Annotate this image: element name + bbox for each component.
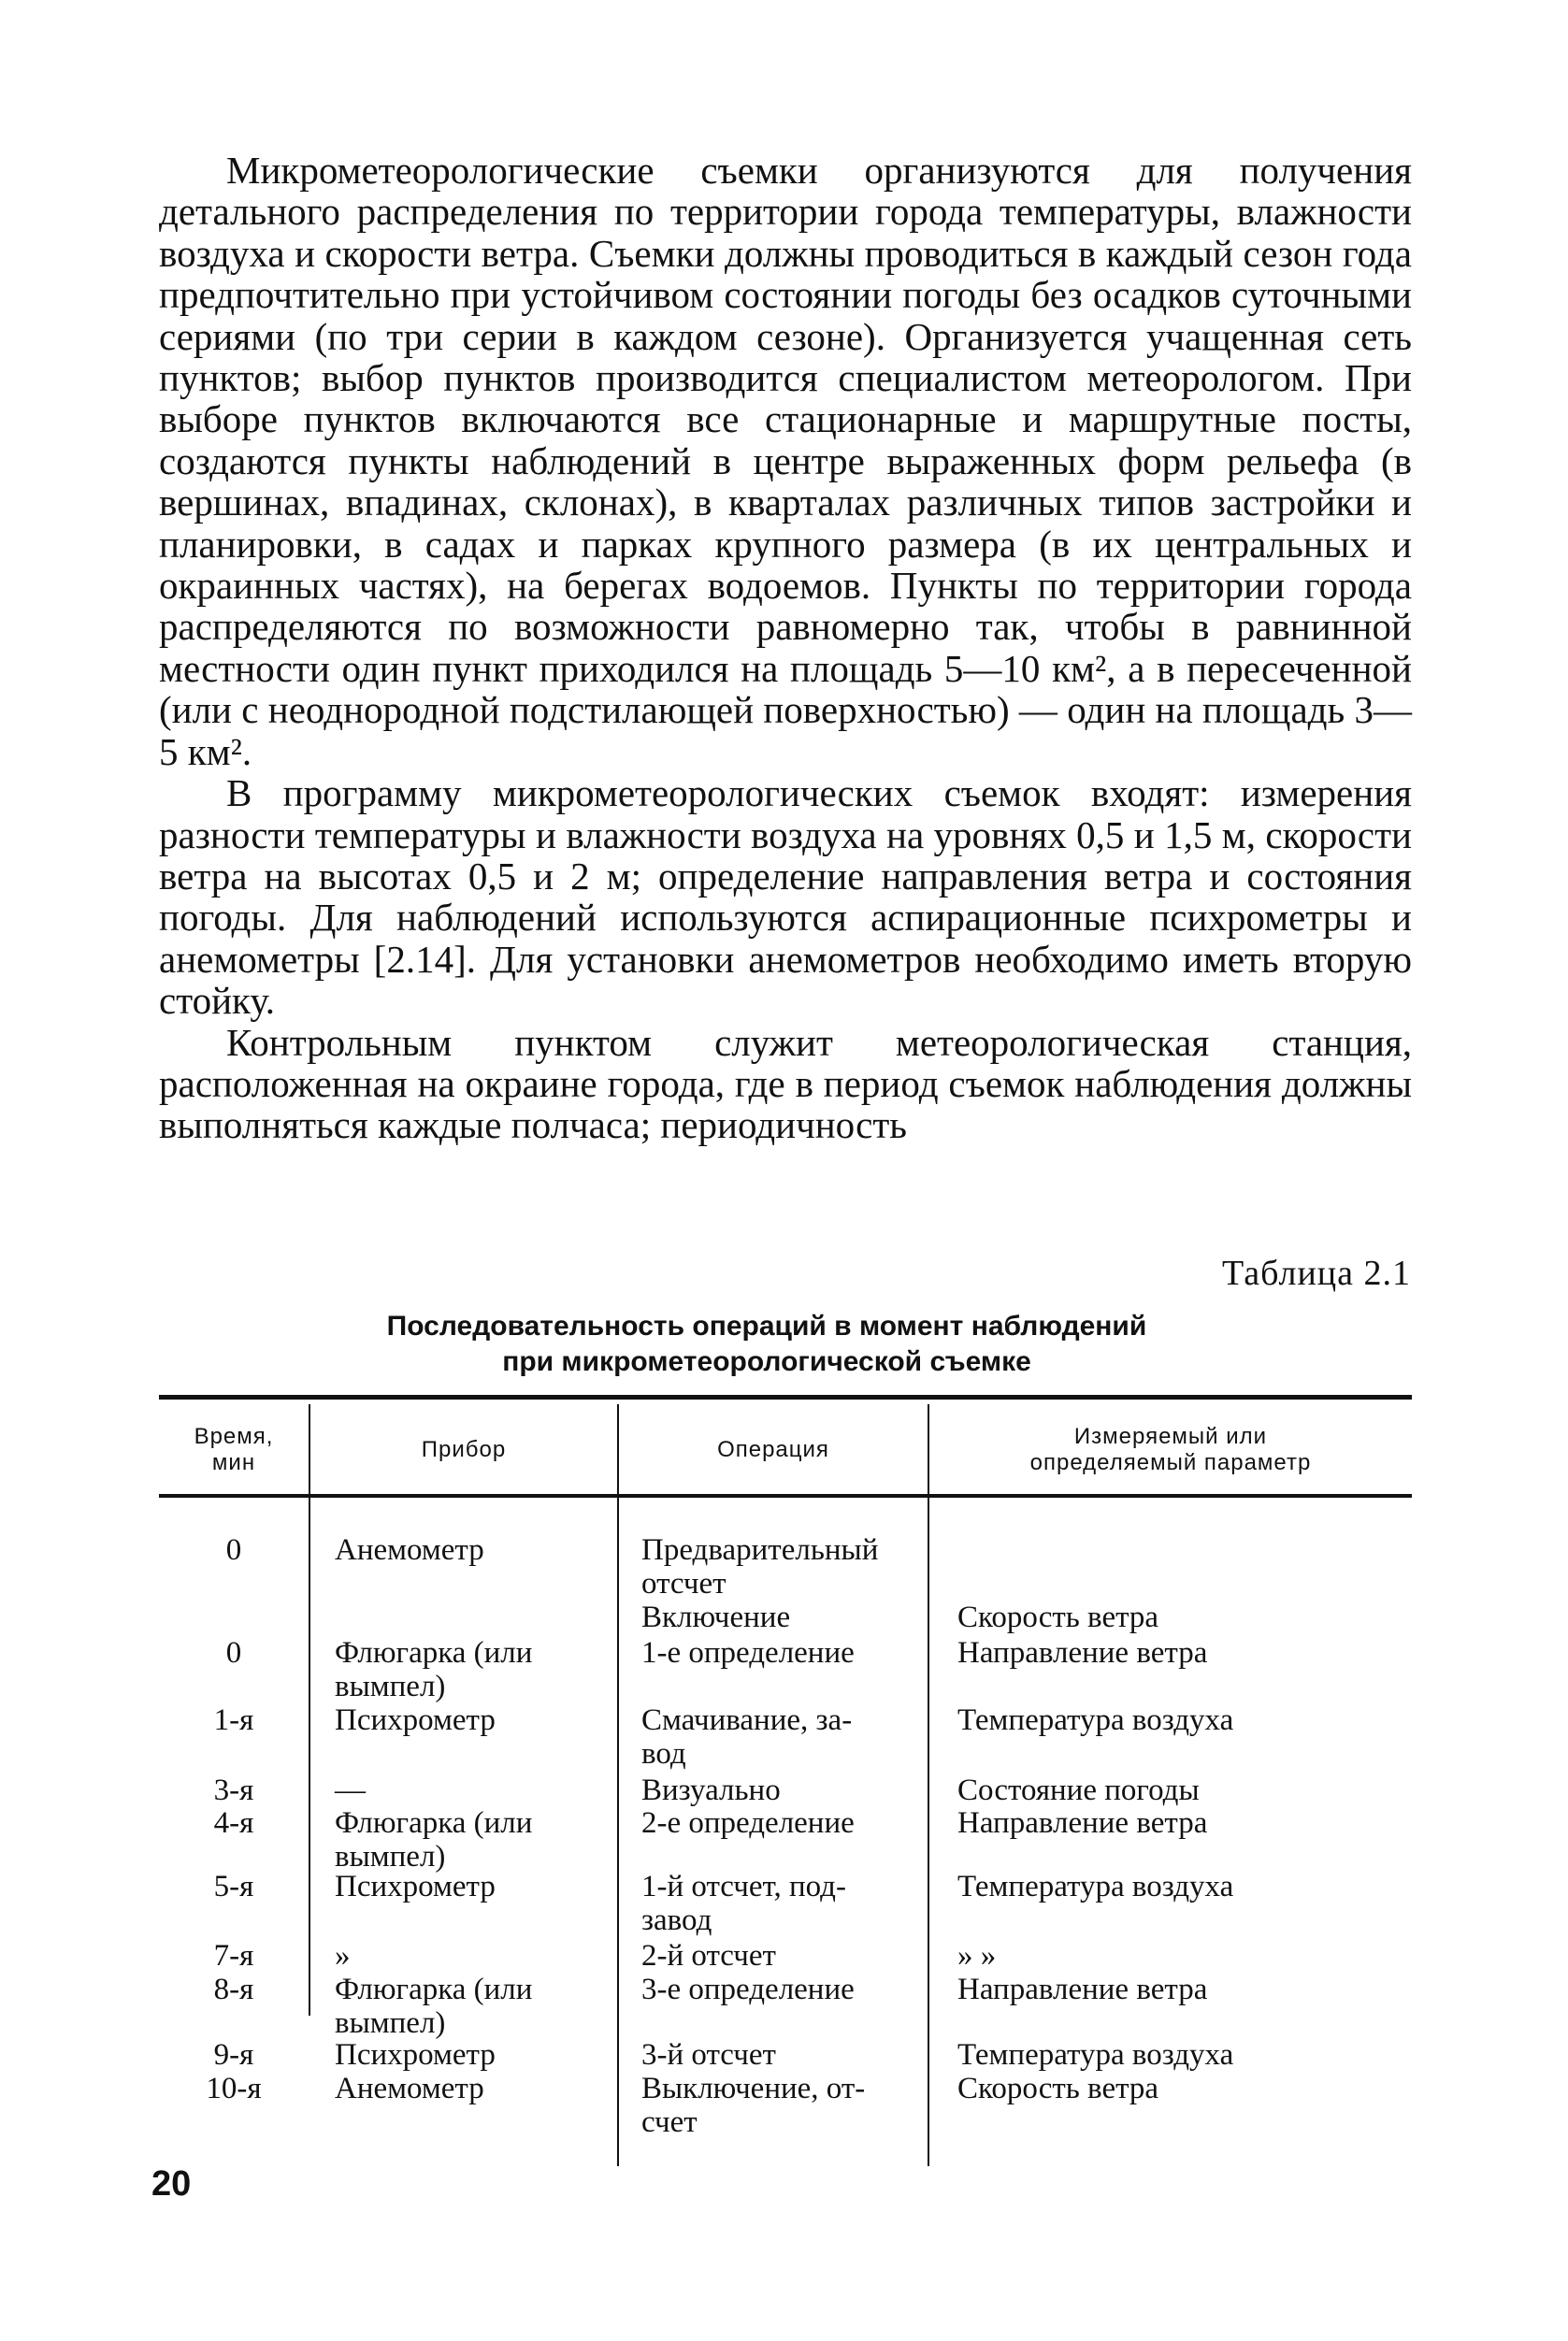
cell-operation: 2-й отсчет xyxy=(641,1939,776,1973)
cell-time: 5-я xyxy=(213,1870,254,1903)
table-title-line-1: Последовательность операций в момент наблюдений xyxy=(386,1311,1147,1342)
cell-operation: 2-е определение xyxy=(641,1806,855,1840)
table-header-rule xyxy=(159,1494,1412,1498)
body-text xyxy=(159,150,1412,1146)
header-time: Время, мин xyxy=(194,1424,274,1475)
cell-time: 3-я xyxy=(213,1774,254,1807)
cell-time: 1-я xyxy=(213,1703,254,1737)
cell-parameter: Температура воздуха xyxy=(957,1703,1234,1737)
cell-operation: Смачивание, за- вод xyxy=(641,1703,853,1771)
paragraph-3: Контрольным пунктом служит метеорологическая станция, расположенная на окраине города, где в период съемок наблюдения должны выполняться каждые полчаса; периодичность xyxy=(159,1020,1412,1147)
cell-time: 8-я xyxy=(213,1973,254,2006)
cell-device: Анемометр xyxy=(335,2072,484,2105)
table-label: Таблица 2.1 xyxy=(1221,1254,1411,1293)
column-divider-3 xyxy=(928,1404,929,2166)
column-divider-1 xyxy=(309,1404,310,2016)
cell-parameter: Направление ветра xyxy=(957,1806,1208,1840)
cell-device: Психрометр xyxy=(335,2038,496,2072)
cell-parameter: Скорость ветра xyxy=(957,1601,1159,1634)
cell-parameter: Температура воздуха xyxy=(957,2038,1234,2072)
cell-device: Флюгарка (или вымпел) xyxy=(335,1973,533,2040)
paragraph-1: Микрометеорологические съемки организуются для получения детального распределения по территории города температуры, влажности воздуха и скорости ветра. Съемки должны проводиться в каждый сезон года предпочтительно при устойчивом состоянии погоды без осадков суточными сериями (по три серии в каждом сезоне). Организуется учащенная сеть пунктов; выбор пунктов производится специалистом метеорологом. При выборе пунктов включаются все стационарные и маршрутные посты, создаются пункты наблюдений в центре выраженных форм рельефа (в вершинах, впадинах, склонах), в кварталах различных типов застройки и планировки, в садах и парках крупного размера (в их центральных и окраинных частях), на берегах водоемов. Пункты по территории города распределяются по возможности равномерно так, чтобы в равнинной местности один пункт приходился на площадь 5—10 км², а в пересеченной (или с неоднородной подстилающей поверхностью) — один на площадь 3—5 км². xyxy=(159,149,1412,773)
cell-device: — xyxy=(335,1774,366,1807)
cell-parameter: Скорость ветра xyxy=(957,2072,1159,2105)
cell-operation: 3-й отсчет xyxy=(641,2038,776,2072)
cell-parameter: » » xyxy=(957,1939,997,1973)
paragraph-2: В программу микрометеорологических съемок входят: измерения разности температуры и влажности воздуха на уровнях 0,5 и 1,5 м, скорости ветра на высотах 0,5 и 2 м; определение направления ветра и состояния погоды. Для наблюдений используются аспирационные психрометры и анемометры [2.14]. Для установки анемометров необходимо иметь вторую стойку. xyxy=(159,771,1412,1023)
cell-device: Анемометр xyxy=(335,1533,484,1567)
cell-operation: Выключение, от- счет xyxy=(641,2072,866,2139)
operations-table xyxy=(159,1395,1412,2161)
cell-device: Флюгарка (или вымпел) xyxy=(335,1806,533,1874)
cell-time: 7-я xyxy=(213,1939,254,1973)
table-top-rule xyxy=(159,1395,1412,1400)
cell-time: 0 xyxy=(225,1636,242,1670)
cell-time: 0 xyxy=(225,1533,242,1567)
cell-time: 9-я xyxy=(213,2038,254,2072)
header-operation: Операция xyxy=(717,1437,829,1462)
table-title-line-2: при микрометеорологической съемке xyxy=(502,1346,1031,1377)
cell-time: 4-я xyxy=(213,1806,254,1840)
cell-parameter: Состояние погоды xyxy=(957,1774,1200,1807)
cell-device: Психрометр xyxy=(335,1870,496,1903)
cell-parameter: Направление ветра xyxy=(957,1973,1208,2006)
cell-operation: Визуально xyxy=(641,1774,781,1807)
cell-device: Психрометр xyxy=(335,1703,496,1737)
header-parameter: Измеряемый или определяемый параметр xyxy=(1029,1424,1312,1475)
cell-operation: 3-е определение xyxy=(641,1973,855,2006)
cell-operation: 1-й отсчет, под- завод xyxy=(641,1870,846,1937)
cell-parameter: Температура воздуха xyxy=(957,1870,1234,1903)
cell-device: » xyxy=(335,1939,351,1973)
cell-device: Флюгарка (или вымпел) xyxy=(335,1636,533,1703)
table-title xyxy=(281,1309,1253,1380)
cell-operation: Предварительный отсчет Включение xyxy=(641,1533,879,1634)
cell-time: 10-я xyxy=(206,2072,262,2105)
header-device: Прибор xyxy=(421,1437,507,1462)
cell-operation: 1-е определение xyxy=(641,1636,855,1670)
cell-parameter: Направление ветра xyxy=(957,1636,1208,1670)
page-number: 20 xyxy=(151,2164,192,2204)
column-divider-2 xyxy=(617,1404,619,2166)
